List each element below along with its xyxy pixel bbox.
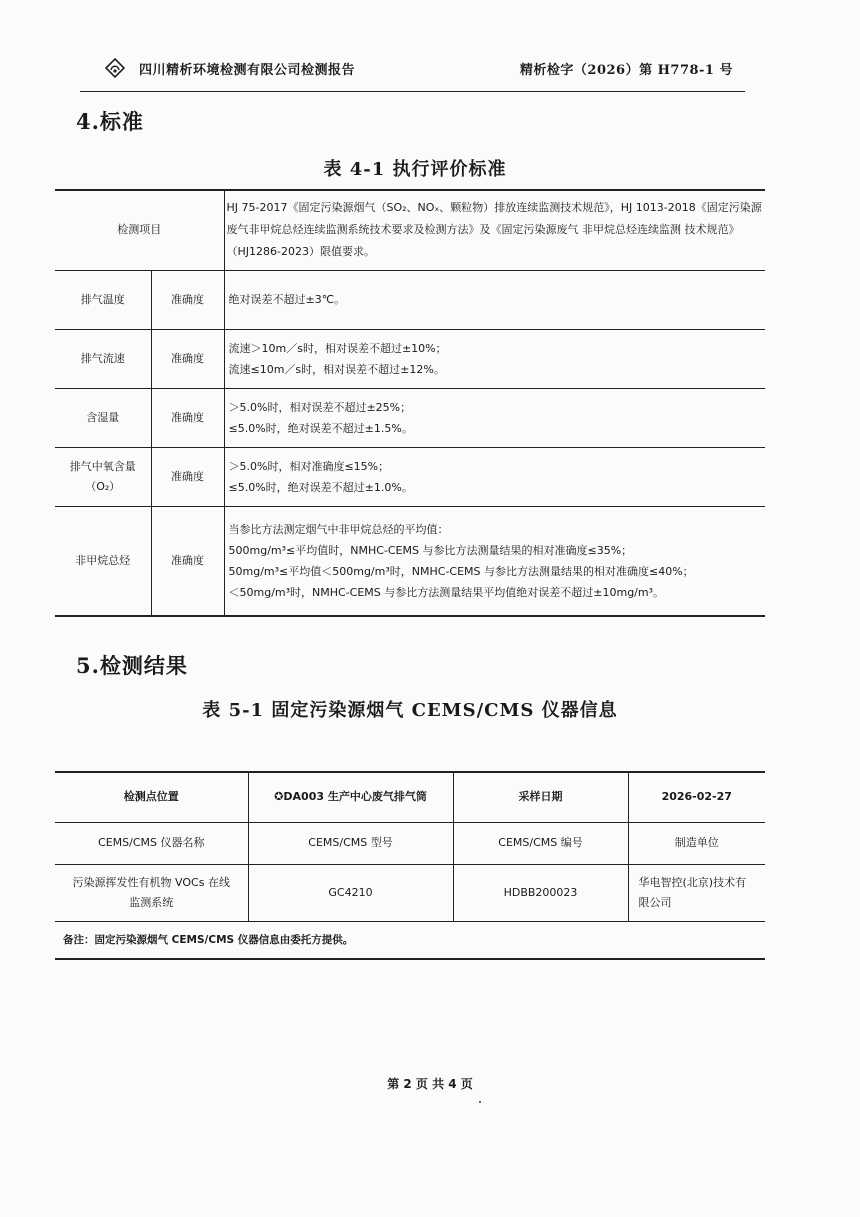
metric-name: 准确度 [151,506,224,616]
requirement-text [224,270,765,329]
requirement-text [224,447,765,506]
requirement-line: ＞5.0%时，相对准确度≤15%； [228,459,390,473]
location-label: 检测点位置 [55,772,248,822]
item-name: 排气温度 [55,270,151,329]
table-note: 备注：固定污染源烟气 CEMS/CMS 仪器信息由委托方提供。 [55,921,765,959]
requirement-line: 50mg/m³≤平均值＜500mg/m³时，NMHC-CEMS 与参比方法测量结果的相对准确度≤40%； [228,564,694,578]
circle-mark-icon: ✪ [274,790,284,804]
header-standard-text: HJ 75-2017《固定污染源烟气（SO₂、NOₓ、颗粒物）排放连续监测技术规范》，HJ 1013-2018《固定污染源废气非甲烷总烃连续监测系统技术要求及检测方法》及《固定污染源废气 非甲烷总烃连续监测 技术规范》（HJ1286-2023）限值要求。 [224,190,765,270]
date-label: 采样日期 [453,772,628,822]
requirement-line: 500mg/m³≤平均值时，NMHC-CEMS 与参比方法测量结果的相对准确度≤35%； [228,543,633,557]
table-row [55,329,765,388]
metric-name: 准确度 [151,329,224,388]
instrument-info-table [55,771,765,960]
table-header-row [55,190,765,270]
item-name: 排气流速 [55,329,151,388]
section-5-title: 5.检测结果 [76,653,188,678]
metric-name: 准确度 [151,388,224,447]
item-name-main: 排气中氧含量 [69,459,136,473]
location-value [248,772,453,822]
table-5-1-caption: 表 5-1 固定污染源烟气 CEMS/CMS 仪器信息 [202,700,618,721]
header-item-label: 检测项目 [55,190,224,270]
table-row [55,506,765,616]
item-name [55,447,151,506]
company-report-title: 四川精析环境检测有限公司检测报告 [139,63,356,78]
standards-table [55,189,765,617]
requirement-text [224,329,765,388]
requirement-line: ≤5.0%时，绝对误差不超过±1.0%。 [228,480,413,494]
table-row [55,447,765,506]
requirement-line: 绝对误差不超过±3℃。 [228,293,346,306]
instrument-serial: HDBB200023 [453,864,628,921]
table-row [55,864,765,921]
location-text: DA003 生产中心废气排气筒 [283,790,427,804]
requirement-line: 流速＞10m／s时，相对误差不超过±10%； [228,341,447,355]
instrument-maker: 华电智控(北京)技术有限公司 [628,864,765,921]
requirement-line: ＜50mg/m³时，NMHC-CEMS 与参比方法测量结果平均值绝对误差不超过±10mg/m³。 [228,585,665,599]
col-model: CEMS/CMS 型号 [248,822,453,864]
item-name: 非甲烷总烃 [55,506,151,616]
company-logo-icon [105,58,125,78]
page-number: 第 2 页 共 4 页 [387,1077,473,1091]
instrument-model: GC4210 [248,864,453,921]
table-row [55,772,765,822]
table-4-1-caption: 表 4-1 执行评价标准 [323,159,507,180]
table-row [55,388,765,447]
scan-dot [479,1101,481,1103]
table-row [55,822,765,864]
item-name-sub: （O₂） [85,479,121,493]
requirement-line: 当参比方法测定烟气中非甲烷总烃的平均值： [228,522,449,536]
instrument-name: 污染源挥发性有机物 VOCs 在线监测系统 [55,864,248,921]
table-note-row [55,921,765,959]
report-number: 精析检字（2026）第 H778-1 号 [519,63,733,78]
col-maker: 制造单位 [628,822,765,864]
requirement-line: ＞5.0%时，相对误差不超过±25%； [228,400,412,414]
col-serial: CEMS/CMS 编号 [453,822,628,864]
metric-name: 准确度 [151,447,224,506]
table-row [55,270,765,329]
header-divider [80,91,745,92]
col-instrument-name: CEMS/CMS 仪器名称 [55,822,248,864]
date-value: 2026-02-27 [628,772,765,822]
metric-name: 准确度 [151,270,224,329]
requirement-line: ≤5.0%时，绝对误差不超过±1.5%。 [228,421,413,435]
requirement-line: 流速≤10m／s时，相对误差不超过±12%。 [228,362,445,376]
requirement-text [224,506,765,616]
page-header [105,55,745,85]
requirement-text [224,388,765,447]
item-name: 含湿量 [55,388,151,447]
section-4-title: 4.标准 [76,109,144,134]
